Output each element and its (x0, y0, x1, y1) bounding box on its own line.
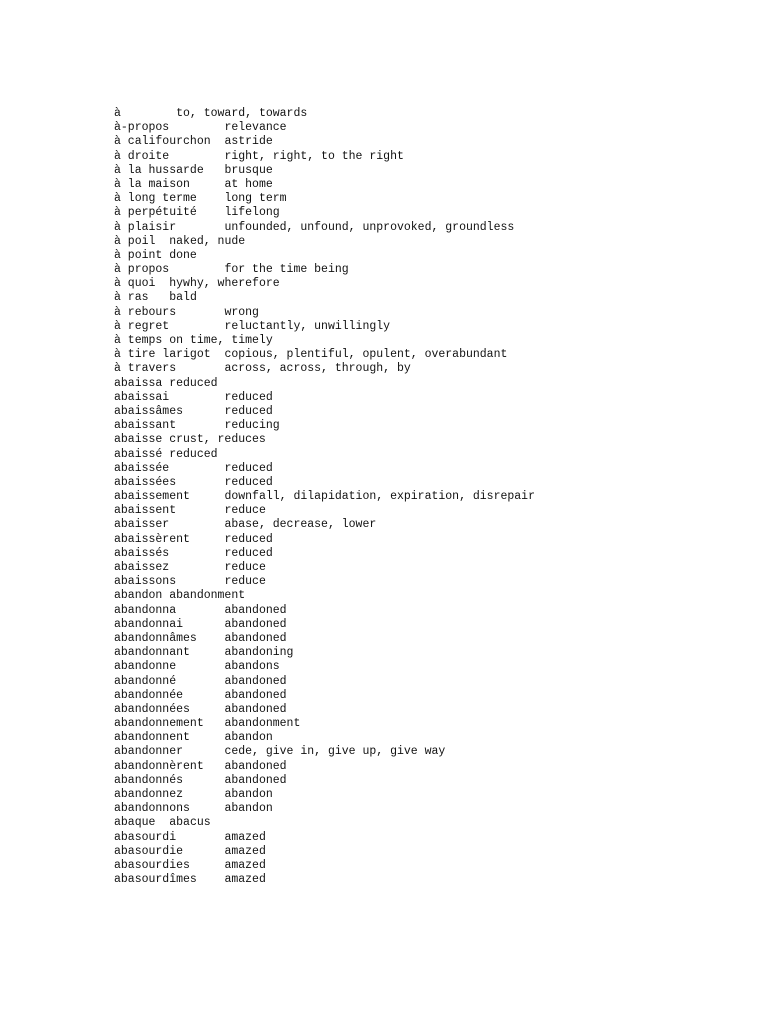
entry-separator (190, 802, 225, 815)
entry-definition: abase, decrease, lower (224, 518, 377, 532)
entry-definition: to, toward, towards (176, 107, 308, 120)
entry-definition: abandoned (224, 759, 287, 773)
entry-definition: lifelong (224, 206, 280, 220)
dictionary-entry (114, 121, 754, 135)
entry-separator (197, 206, 225, 219)
entry-term: à long terme (114, 192, 197, 206)
entry-separator (149, 291, 170, 304)
entry-definition: abandoned (224, 702, 287, 716)
dictionary-entry (114, 263, 754, 277)
dictionary-entry (114, 717, 754, 731)
entry-definition: right, right, to the right (224, 149, 404, 163)
entry-definition: reduced (169, 376, 218, 390)
entry-term: abandonnai (114, 617, 184, 631)
dictionary-entry (114, 518, 754, 532)
entry-definition: downfall, dilapidation, expiration, disrepair (224, 490, 535, 504)
entry-term: abaissâmes (114, 404, 184, 418)
entry-term: abasourdie (114, 844, 184, 858)
entry-term: à temps (114, 334, 163, 347)
entry-definition: for the time being (224, 263, 349, 277)
entry-separator (155, 816, 169, 829)
entry-term: abandonne (114, 660, 177, 674)
dictionary-entry (114, 561, 754, 575)
dictionary-entry (114, 135, 754, 149)
dictionary-entry (114, 433, 754, 447)
dictionary-entry (114, 533, 754, 547)
entry-separator (197, 632, 225, 645)
dictionary-entry (114, 646, 754, 660)
entry-term: à rebours (114, 305, 177, 319)
dictionary-entry (114, 547, 754, 561)
entry-separator (176, 675, 224, 688)
entry-term: abandonnez (114, 788, 184, 801)
entry-term: abandonnèrent (114, 759, 204, 773)
entry-term: abaissa (114, 376, 163, 390)
entry-definition: done (169, 248, 197, 262)
entry-separator (190, 859, 225, 872)
entry-definition: amazed (224, 830, 266, 844)
entry-definition: abandonment (169, 589, 246, 603)
entry-separator (176, 575, 224, 588)
entry-separator (183, 618, 224, 631)
dictionary-entry (114, 306, 754, 320)
entry-definition: across, across, through, by (224, 362, 411, 376)
entry-term: abandonnons (114, 802, 190, 816)
entry-term: abandon (114, 589, 163, 603)
entry-separator (183, 745, 224, 758)
entry-definition: abandon (224, 802, 273, 816)
dictionary-entry (114, 802, 754, 816)
dictionary-entry (114, 221, 754, 235)
dictionary-entry (114, 845, 754, 859)
entry-term: abaissons (114, 575, 177, 589)
dictionary-entry (114, 476, 754, 490)
dictionary-entry (114, 164, 754, 178)
entry-definition: reduced (224, 461, 273, 475)
entry-separator (190, 490, 225, 503)
dictionary-entry (114, 206, 754, 220)
entry-definition: reduce (224, 561, 266, 574)
entry-definition: wrong (224, 305, 259, 319)
entry-separator (176, 504, 224, 517)
entry-separator (197, 192, 225, 205)
entry-definition: reduced (224, 546, 273, 560)
entry-term: abandonnés (114, 773, 184, 787)
entry-definition: brusque (224, 163, 273, 177)
entry-definition: on time, timely (169, 334, 273, 347)
entry-term: à (114, 107, 121, 120)
dictionary-entry (114, 107, 754, 121)
entry-definition: abandoned (224, 688, 287, 702)
dictionary-entry (114, 731, 754, 745)
entry-separator (169, 518, 224, 531)
dictionary-entry (114, 192, 754, 206)
entry-separator (169, 320, 224, 333)
entry-separator (169, 121, 224, 134)
dictionary-entry (114, 448, 754, 462)
entry-term: abaissent (114, 504, 177, 518)
dictionary-entry (114, 235, 754, 249)
dictionary-entry (114, 150, 754, 164)
entry-separator (176, 476, 224, 489)
entry-separator (204, 164, 225, 177)
entry-definition: naked, nude (169, 234, 246, 248)
entry-separator (169, 263, 224, 276)
entry-term: abandonné (114, 674, 177, 688)
dictionary-entry (114, 788, 754, 802)
entry-definition: copious, plentiful, opulent, overabundant (224, 348, 508, 362)
entry-term: abaisser (114, 518, 170, 532)
entry-term: à poil (114, 234, 156, 248)
entry-separator (169, 462, 224, 475)
entry-separator (169, 561, 224, 574)
dictionary-entry (114, 575, 754, 589)
dictionary-entry (114, 504, 754, 518)
dictionary-entry (114, 419, 754, 433)
entry-separator (121, 107, 176, 120)
entry-separator (183, 845, 224, 858)
entry-term: abaissement (114, 490, 190, 504)
entry-definition: abandoned (224, 631, 287, 645)
entry-definition: abacus (169, 816, 211, 830)
entry-definition: reducing (224, 419, 280, 433)
entry-separator (190, 731, 225, 744)
entry-term: abandonnent (114, 731, 190, 745)
entry-term: abandonna (114, 603, 177, 617)
entry-definition: reduce (224, 575, 266, 589)
entry-term: abandonnâmes (114, 631, 197, 645)
entry-definition: abandon (224, 731, 273, 745)
entry-definition: reluctantly, unwillingly (224, 319, 391, 333)
entry-separator (155, 277, 169, 290)
dictionary-entry (114, 589, 754, 603)
entry-term: à califourchon (114, 135, 211, 149)
entry-term: abaissant (114, 419, 177, 433)
entry-separator (176, 831, 224, 844)
dictionary-entry (114, 689, 754, 703)
entry-separator (169, 547, 224, 560)
entry-term: abandonner (114, 745, 184, 759)
entry-separator (190, 646, 225, 659)
entry-definition: bald (169, 291, 197, 305)
entry-separator (176, 221, 224, 234)
entry-separator (204, 760, 225, 773)
entry-term: à droite (114, 149, 170, 163)
entry-definition: reduced (224, 532, 273, 546)
entry-separator (190, 703, 225, 716)
entry-definition: amazed (224, 858, 266, 872)
entry-term: à propos (114, 263, 170, 277)
dictionary-entry (114, 618, 754, 632)
entry-separator (176, 604, 224, 617)
entry-separator (211, 135, 225, 148)
dictionary-entry (114, 405, 754, 419)
dictionary-entry (114, 831, 754, 845)
entry-term: abasourdi (114, 830, 177, 844)
entry-definition: abandoned (224, 674, 287, 688)
entry-separator (183, 788, 224, 801)
entry-separator (204, 717, 225, 730)
dictionary-entry (114, 249, 754, 263)
entry-definition: abandonment (224, 717, 301, 731)
entry-definition: reduced (224, 475, 273, 489)
dictionary-entry (114, 660, 754, 674)
entry-term: abaissai (114, 390, 170, 404)
entry-term: à regret (114, 319, 170, 333)
dictionary-entry (114, 320, 754, 334)
entry-term: abaissez (114, 561, 170, 574)
entry-term: abaque (114, 816, 156, 830)
entry-term: à tire larigot (114, 348, 211, 362)
entry-definition: abandons (224, 660, 280, 674)
dictionary-entry-list (114, 107, 754, 887)
entry-term: à la maison (114, 177, 190, 191)
entry-separator (176, 660, 224, 673)
entry-definition: reduced (169, 447, 218, 461)
entry-term: abasourdies (114, 858, 190, 872)
entry-separator (190, 178, 225, 191)
entry-term: abaissé (114, 447, 163, 461)
entry-definition: at home (224, 177, 273, 191)
entry-definition: abandoned (224, 617, 287, 631)
entry-definition: abandoned (224, 603, 287, 617)
entry-definition: unfounded, unfound, unprovoked, groundless (224, 220, 515, 234)
entry-separator (155, 235, 169, 248)
dictionary-entry (114, 348, 754, 362)
entry-definition: hywhy, wherefore (169, 277, 280, 291)
entry-separator (183, 405, 224, 418)
entry-definition: cede, give in, give up, give way (224, 745, 446, 759)
dictionary-entry (114, 391, 754, 405)
entry-separator (190, 533, 225, 546)
entry-term: abaissèrent (114, 532, 190, 546)
entry-separator (197, 873, 225, 886)
entry-term: abaissée (114, 461, 170, 475)
entry-term: à la hussarde (114, 163, 204, 177)
entry-term: abaissées (114, 475, 177, 489)
entry-term: à plaisir (114, 220, 177, 234)
entry-separator (183, 774, 224, 787)
entry-definition: long term (224, 192, 287, 206)
entry-definition: abandoned (224, 773, 287, 787)
entry-term: à-propos (114, 121, 170, 135)
entry-separator (176, 419, 224, 432)
entry-definition: crust, reduces (169, 433, 266, 447)
entry-term: à ras (114, 291, 149, 305)
entry-definition: amazed (224, 873, 266, 887)
dictionary-entry (114, 377, 754, 391)
dictionary-entry (114, 745, 754, 759)
dictionary-entry (114, 873, 754, 887)
dictionary-entry (114, 632, 754, 646)
dictionary-entry (114, 178, 754, 192)
entry-definition: reduced (224, 404, 273, 418)
entry-separator (176, 362, 224, 375)
dictionary-entry (114, 362, 754, 376)
dictionary-entry (114, 334, 754, 348)
entry-definition: reduced (224, 390, 273, 404)
entry-term: abasourdîmes (114, 873, 197, 887)
entry-definition: relevance (224, 121, 287, 135)
dictionary-entry (114, 760, 754, 774)
entry-term: abaisse (114, 433, 163, 447)
entry-term: abaissés (114, 546, 170, 560)
entry-term: à travers (114, 362, 177, 376)
entry-term: à quoi (114, 277, 156, 291)
entry-separator (183, 689, 224, 702)
dictionary-entry (114, 462, 754, 476)
entry-separator (211, 348, 225, 361)
entry-separator (169, 150, 224, 163)
dictionary-entry (114, 291, 754, 305)
entry-term: abandonnement (114, 717, 204, 731)
entry-definition: abandoning (224, 646, 294, 660)
dictionary-entry (114, 604, 754, 618)
dictionary-entry (114, 675, 754, 689)
entry-definition: abandon (224, 788, 273, 801)
entry-definition: reduce (224, 504, 266, 518)
entry-term: abandonnée (114, 688, 184, 702)
dictionary-entry (114, 490, 754, 504)
entry-term: abandonnées (114, 702, 190, 716)
dictionary-entry (114, 703, 754, 717)
entry-separator (169, 391, 224, 404)
dictionary-entry (114, 816, 754, 830)
dictionary-entry (114, 859, 754, 873)
dictionary-entry (114, 277, 754, 291)
entry-term: abandonnant (114, 646, 190, 660)
entry-term: à perpétuité (114, 206, 197, 220)
entry-separator (176, 306, 224, 319)
dictionary-entry (114, 774, 754, 788)
entry-definition: amazed (224, 844, 266, 858)
entry-definition: astride (224, 135, 273, 149)
entry-term: à point (114, 248, 163, 262)
